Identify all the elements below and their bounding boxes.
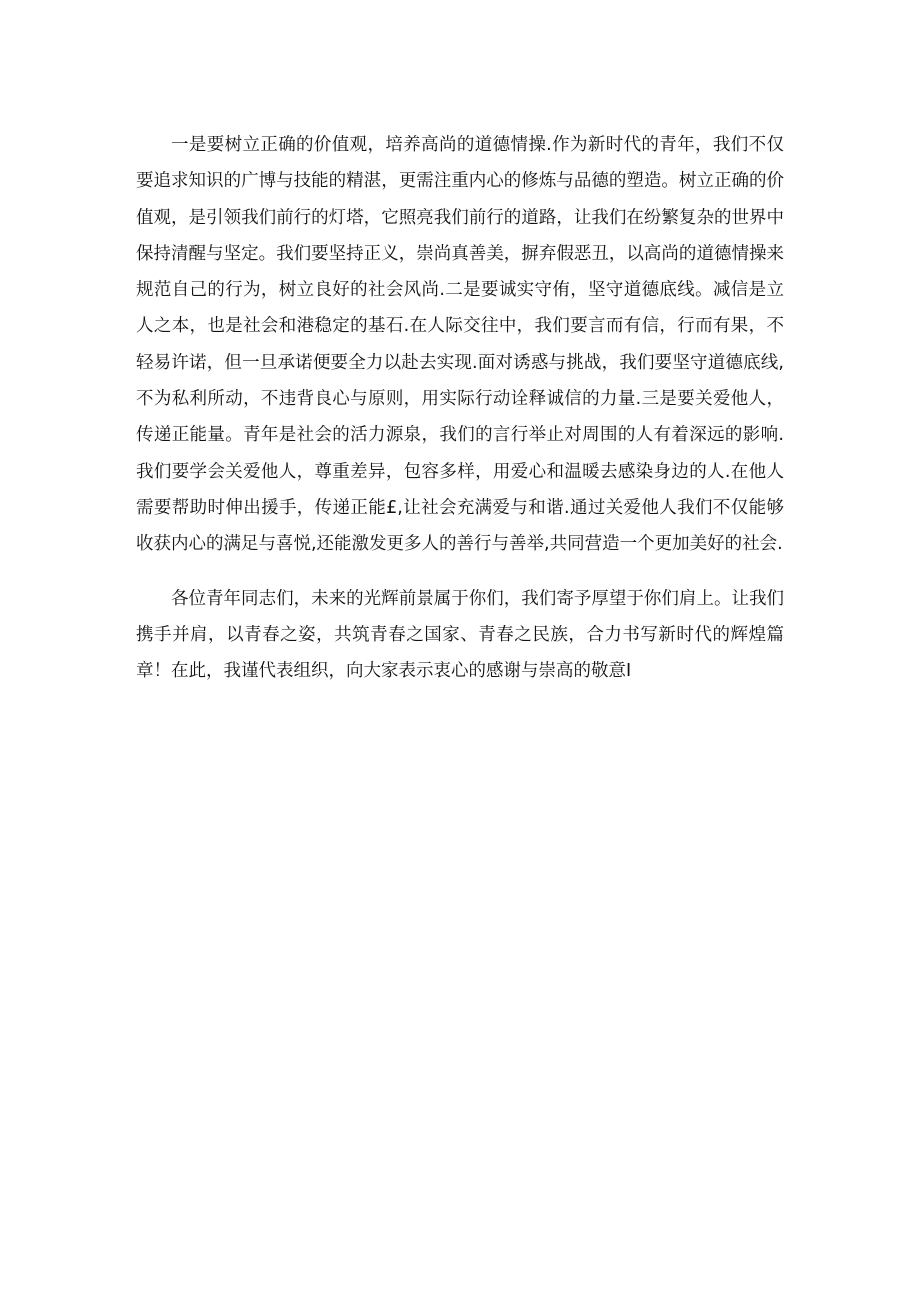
body-paragraph-1: 一是要树立正确的价值观，培养高尚的道德情操.作为新时代的青年，我们不仅要追求知识的广博与技能的精湛，更需注重内心的修炼与品德的塑造。树立正确的价值观，是引领我们前行的灯塔，它照亮我们前行的道路，让我们在纷繁复杂的世界中保持清醒与坚定。我们要坚持正义，崇尚真善美，摒弃假恶丑，以高尚的道德情操来规范自己的行为，树立良好的社会风尚.二是要诚实守侑，坚守道德底线。减信是立人之本，也是社会和港稳定的基石.在人际交往中，我们要言而有信，行而有果，不轻易许诺，但一旦承诺便要全力以赴去实现.面对诱惑与挑战，我们要坚守道德底线,不为私利所动，不违背良心与原则，用实际行动诠释诚信的力量.三是要关爱他人，传递正能量。青年是社会的活力源泉，我们的言行举止对周围的人有着深远的影响.我们要学会关爱他人，尊重差异，包容多样，用爱心和温暖去感染身边的人.在他人需要帮助时伸出援手，传递正能£,让社会充满爱与和谐.通过关爱他人我们不仅能够收获内心的满足与喜悦,还能激发更多人的善行与善举,共同营造一个更加美好的社会. xyxy=(136,135,784,555)
document-body xyxy=(136,127,784,689)
body-paragraph-2: 各位青年同志们，未来的光辉前景属于你们，我们寄予厚望于你们肩上。让我们携手并肩，以青春之姿，共筑青春之国家、青春之民族，合力书写新时代的辉煌篇章！在此，我谨代表组织，向大家表示衷心的感谢与崇高的敬意I xyxy=(136,588,784,682)
